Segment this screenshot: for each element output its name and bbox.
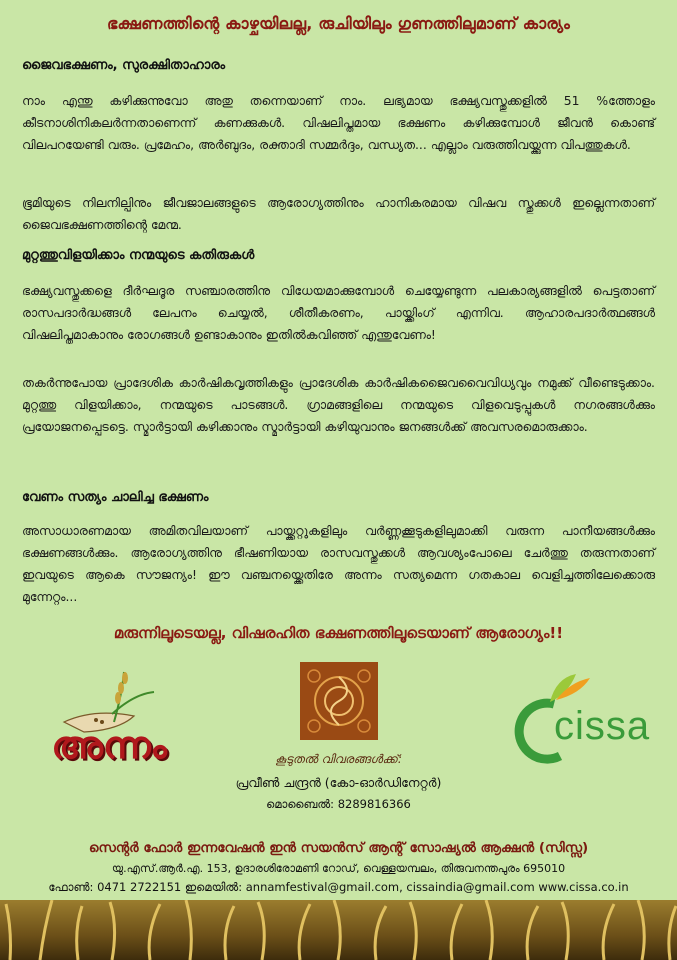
section-title-organic-food: ജൈവഭക്ഷണം, സുരക്ഷിതാഹാരം — [22, 58, 226, 73]
poster-headline: ഭക്ഷണത്തിന്റെ കാഴ്ചയിലല്ല, രുചിയിലും ഗുണത്തിലുമാണ് കാര്യം — [106, 14, 571, 33]
contact-label: കൂടുതൽ വിവരങ്ങൾക്ക്: — [275, 752, 402, 766]
paragraph-organic-1: നാം എന്തു കഴിക്കുന്നുവോ അതു തന്നെയാണ് നാം. ലഭ്യമായ ഭക്ഷ്യവസ്തുക്കളിൽ 51 %ത്തോളം കീടനാശിനികലർന്നതാണെന്ന് കണക്കുകൾ. വിഷലിപ്തമായ ഭക്ഷണം കഴിക്കുമ്പോൾ ജീവൻ കൊണ്ട് വിലപറയേണ്ടി വരും. പ്രമേഹം, അർബുദം, രക്താദി സമ്മർദ്ദം, വന്ധ്യത... എല്ലാം വരുത്തിവയ്ക്കുന്ന വിപത്തുകൾ. — [22, 93, 655, 152]
section-title-true-food: വേണം സത്യം ചാലിച്ച ഭക്ഷണം — [22, 490, 209, 505]
slogan: മരുന്നിലൂടെയല്ല, വിഷരഹിത ഭക്ഷണത്തിലൂടെയാണ് ആരോഗ്യം!! — [113, 624, 564, 642]
contact-name: പ്രവീൺ ചന്ദ്രൻ (കോ-ഓർഡിനേറ്റർ) — [235, 775, 442, 790]
paragraph-farming-2: തകർന്നുപോയ പ്രാദേശിക കാർഷികവൃത്തികളും പ്രാദേശിക കാർഷികജൈവവൈവിധ്യവും നമുക്ക് വീണ്ടെടുക്കാം. മുറ്റത്തു വിളയിക്കാം, നന്മയുടെ പാടങ്ങൾ. ഗ്രാമങ്ങളിലെ നന്മയുടെ വിളവെടുപ്പുകൾ നഗരങ്ങൾക്കും പ്രയോജനപ്പെടട്ടെ. സ്മാർട്ടായി കഴിക്കാനും സ്മാർട്ടായി കഴിയുവാനും ജനങ്ങൾക്ക് അവസരമൊരുക്കാം. — [22, 375, 655, 434]
annam-logo-text: അന്നം — [51, 722, 167, 767]
organization-name: സെന്റർ ഫോർ ഇന്നവേഷൻ ഇൻ സയൻസ് ആന്റ് സോഷ്യൽ ആക്ഷൻ (സിസ്സ) — [88, 840, 589, 856]
paragraph-organic-2: ഭൂമിയുടെ നിലനില്പിനും ജീവജാലങ്ങളുടെ ആരോഗ്യത്തിനും ഹാനികരമായ വിഷവ സ്തുക്കൾ ഇല്ലെന്നതാണ് ജൈവഭക്ഷണത്തിന്റെ മേന്മ. — [22, 195, 655, 232]
organization-contact: ഫോൺ: 0471 2722151 ഇമെയിൽ: annamfestival@gmail.com, cissaindia@gmail.com www.cissa.co.in — [48, 880, 629, 894]
section-title-home-farming: മുറ്റത്തുവിളയിക്കാം നന്മയുടെ കതിരുകൾ — [22, 248, 255, 263]
wheat-field-image — [0, 900, 677, 960]
ornament-image — [300, 662, 378, 740]
paragraph-true-food: അസാധാരണമായ അമിതവിലയാണ് പായ്ക്കറ്റുകളിലും വർണ്ണക്കൂടുകളിലുമാക്കി വരുന്ന പാനീയങ്ങൾക്കും ഭക്ഷണങ്ങൾക്കും. ആരോഗ്യത്തിനു ഭീഷണിയായ രാസവസ്തുക്കൾ ആവശ്യംപോലെ ചേർത്തു തരുന്നതാണ് ഇവയുടെ ആകെ സൗജന്യം! ഈ വഞ്ചനയ്ക്കെതിരേ അന്നം സത്യമെന്ന ഗതകാല വെളിച്ചത്തിലേക്കൊരു മുന്നേറ്റം... — [22, 523, 655, 604]
contact-mobile: മൊബൈൽ: 8289816366 — [266, 797, 411, 811]
organization-address: യു.എസ്.ആർ.എ. 153, ഉദാരശിരോമണി റോഡ്, വെള്ളയമ്പലം, തിരുവനന്തപുരം 695010 — [111, 862, 566, 875]
paragraph-farming-1: ഭക്ഷ്യവസ്തുക്കളെ ദീർഘദൂര സഞ്ചാരത്തിനു വിധേയമാക്കുമ്പോൾ ചെയ്യേണ്ടുന്ന പലകാര്യങ്ങളിൽ പെട്ടതാണ് രാസപദാർദ്ധങ്ങൾ ലേപനം ചെയ്യൽ, ശീതീകരണം, പായ്ക്കിംഗ് എന്നിവ. ആഹാരപദാർത്ഥങ്ങൾ വിഷലിപ്തമാകാനും രോഗങ്ങൾ ഉണ്ടാകാനും ഇതിൽകവിഞ്ഞ് എന്തുവേണം! — [22, 283, 655, 342]
cissa-logo-text: cissa — [554, 704, 651, 748]
